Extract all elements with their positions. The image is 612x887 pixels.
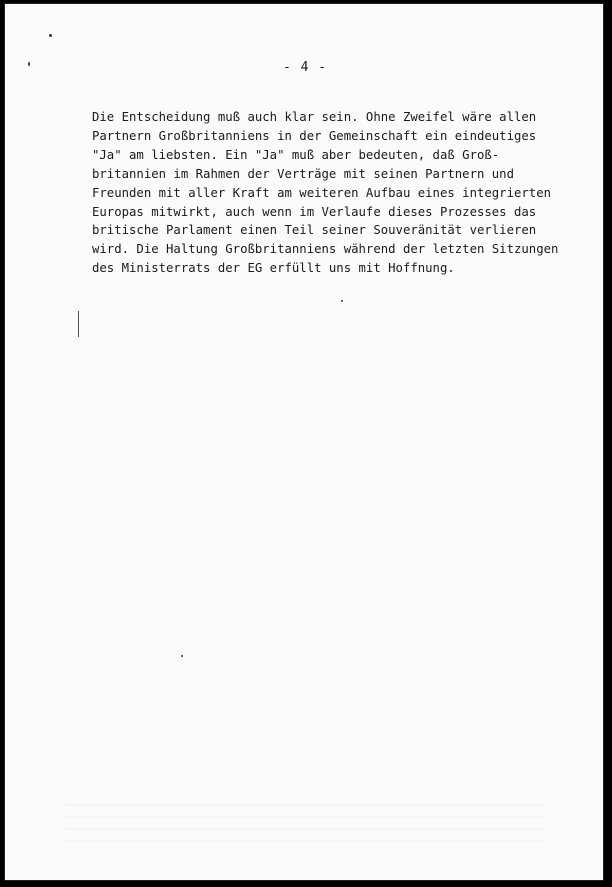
bleed-through-shadow [65,804,545,844]
page-number: - 4 - [283,60,328,75]
paragraph-line: Die Entscheidung muß auch klar sein. Ohne Zweifel wäre allen [92,110,537,124]
body-paragraph [92,108,562,278]
paragraph-line: britische Parlament einen Teil seiner Souveränität verlieren [92,223,537,238]
document-page [4,3,604,881]
scan-speck [49,34,52,37]
paragraph-line: des Ministerrats der EG erfüllt uns mit Hoffnung. [92,261,455,276]
paragraph-line: Europas mitwirkt, auch wenn im Verlaufe dieses Prozesses das [92,204,537,219]
paragraph-line: Partnern Großbritanniens in der Gemeinschaft ein eindeutiges [92,128,537,143]
paragraph-line: wird. Die Haltung Großbritanniens während der letzten Sitzungen [92,242,559,257]
paragraph-line: britannien im Rahmen der Verträge mit seinen Partnern und [92,166,514,181]
paragraph-line: "Ja" am liebsten. Ein "Ja" muß aber bedeuten, daß Groß- [92,147,500,162]
scan-speck [341,300,343,302]
margin-mark [78,311,79,337]
scan-speck [181,655,183,657]
scan-speck [28,62,30,66]
paragraph-line: Freunden mit aller Kraft am weiteren Aufbau eines integrierten [92,185,552,200]
